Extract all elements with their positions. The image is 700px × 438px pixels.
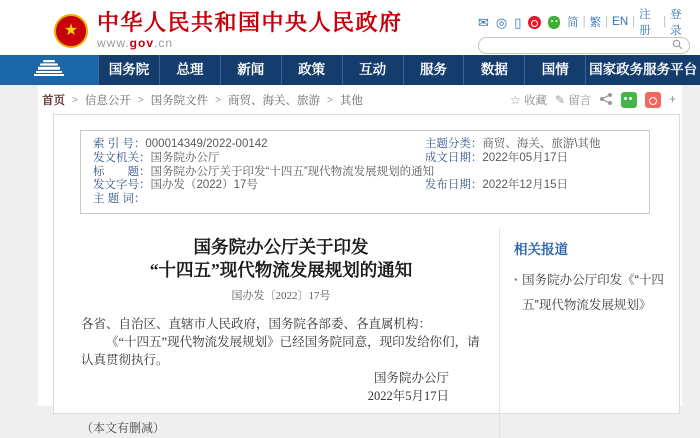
url-gov: gov <box>129 36 155 50</box>
main-nav <box>0 55 700 85</box>
nav-item-services[interactable]: 服务 <box>403 55 464 85</box>
nav-item-interact[interactable]: 互动 <box>342 55 403 85</box>
document-title <box>81 236 481 282</box>
breadcrumb-separator: > <box>137 94 144 106</box>
site-brand[interactable] <box>54 11 403 50</box>
document-card <box>53 114 680 435</box>
share-icon[interactable] <box>599 92 613 109</box>
search-input[interactable] <box>485 39 672 52</box>
nav-item-policies[interactable]: 政策 <box>281 55 342 85</box>
search-box[interactable] <box>478 37 690 54</box>
document-note: （本文有删减） <box>81 420 166 435</box>
meta-published-date-label: 发布日期： <box>424 179 483 192</box>
meta-issuer-value: 国务院办公厅 <box>150 151 220 164</box>
site-title: 中华人民共和国中央人民政府 <box>97 10 403 35</box>
document-number: 国办发〔2022〕17号 <box>231 289 331 302</box>
document-title-line1: 国务院办公厅关于印发 <box>193 236 369 257</box>
weibo-share-icon[interactable] <box>645 92 661 108</box>
link-separator: | <box>663 16 667 28</box>
meta-title-value: 国务院办公厅关于印发“十四五”现代物流发展规划的通知 <box>150 165 435 178</box>
meta-category-label: 主题分类： <box>424 138 483 150</box>
document-meta-table <box>80 130 650 214</box>
meta-index-label: 索 引 号： <box>93 138 146 150</box>
mail-icon[interactable]: ✉ <box>478 14 489 30</box>
breadcrumb-separator: > <box>327 94 333 106</box>
nav-item-gov-service-platform[interactable]: 国家政务服务平台 <box>585 55 700 85</box>
meta-doc-number-label: 发文字号： <box>93 179 151 192</box>
wechat-share-icon[interactable] <box>621 92 637 108</box>
lang-simplified-link[interactable]: 简 <box>567 17 579 29</box>
lang-english-link[interactable]: EN <box>612 16 629 28</box>
site-header <box>0 0 700 55</box>
breadcrumb-separator: > <box>215 94 222 106</box>
document-signer: 国务院办公厅 <box>373 370 449 385</box>
meta-doc-number-value: 国办发（2022）17号 <box>150 179 258 192</box>
meta-title-label: 标 题： <box>93 165 151 178</box>
breadcrumb-info-disclosure[interactable]: 信息公开 <box>84 95 131 107</box>
tiananmen-icon <box>34 60 64 81</box>
star-icon: ☆ <box>510 93 521 107</box>
document-sign-date: 2022年5月17日 <box>367 388 449 403</box>
related-report-text: 国务院办公厅印发《“十四五”现代物流发展规划》 <box>522 272 664 312</box>
meta-written-date-value: 2022年05月17日 <box>482 151 568 164</box>
page-toolbar <box>510 92 676 109</box>
meta-category-value: 商贸、海关、旅游\其他 <box>482 138 601 150</box>
meta-issuer-label: 发文机关： <box>93 151 151 164</box>
favorite-button[interactable] <box>510 92 547 108</box>
comment-label: 留言 <box>568 95 592 107</box>
lang-traditional-link[interactable]: 繁 <box>589 17 602 29</box>
breadcrumb-other[interactable]: 其他 <box>339 95 363 107</box>
meta-index-value: 000014349/2022-00142 <box>145 138 268 150</box>
client-icon[interactable]: ◎ <box>495 14 508 30</box>
bullet-icon: · <box>514 272 519 287</box>
related-report-link[interactable] <box>514 268 671 318</box>
related-reports-sidebar <box>499 228 679 438</box>
document-salutation: 各省、自治区、直辖市人民政府，国务院各部委、各直属机构： <box>81 316 432 331</box>
comment-button[interactable] <box>555 92 591 108</box>
breadcrumb-state-council-docs[interactable]: 国务院文件 <box>150 95 209 107</box>
register-link[interactable]: 注册 <box>639 9 651 37</box>
breadcrumb <box>42 92 510 108</box>
document-title-line2: “十四五”现代物流发展规划的通知 <box>149 259 413 280</box>
breadcrumb-row <box>38 85 682 111</box>
site-url <box>97 36 403 50</box>
favorite-label: 收藏 <box>524 95 548 107</box>
breadcrumb-category[interactable]: 商贸、海关、旅游 <box>228 95 321 107</box>
emblem-star-glyph: ★ <box>63 21 79 39</box>
document-paragraph: 《“十四五”现代物流发展规划》已经国务院同意，现印发给你们，请认真贯彻执行。 <box>81 334 480 367</box>
nav-item-news[interactable]: 新闻 <box>220 55 281 85</box>
national-emblem-icon <box>54 14 88 48</box>
meta-written-date-label: 成文日期： <box>424 151 483 164</box>
breadcrumb-home[interactable]: 首页 <box>42 95 65 107</box>
wechat-icon[interactable] <box>548 16 560 29</box>
meta-published-date-value: 2022年12月15日 <box>482 179 568 192</box>
nav-item-state-council[interactable]: 国务院 <box>98 55 159 85</box>
nav-item-data[interactable]: 数据 <box>463 55 524 85</box>
breadcrumb-separator: > <box>72 94 78 106</box>
mobile-icon[interactable]: ▯ <box>514 14 522 30</box>
link-separator: | <box>605 16 609 28</box>
nav-home-button[interactable] <box>0 55 98 85</box>
url-suffix: .cn <box>154 36 174 50</box>
weibo-icon[interactable] <box>528 16 540 29</box>
meta-keywords-label: 主 题 词： <box>93 193 146 206</box>
link-separator: | <box>582 16 586 28</box>
related-reports-title: 相关报道 <box>514 241 568 257</box>
link-separator: | <box>632 16 636 28</box>
more-share-button[interactable]: + <box>669 94 676 106</box>
pencil-icon: ✎ <box>555 93 566 107</box>
document-body-column <box>54 228 499 438</box>
nav-item-premier[interactable]: 总理 <box>159 55 220 85</box>
nav-item-national[interactable]: 国情 <box>524 55 585 85</box>
page-container <box>38 85 682 435</box>
search-icon[interactable] <box>672 37 683 55</box>
url-prefix: www. <box>97 36 130 50</box>
login-link[interactable]: 登录 <box>670 9 682 37</box>
